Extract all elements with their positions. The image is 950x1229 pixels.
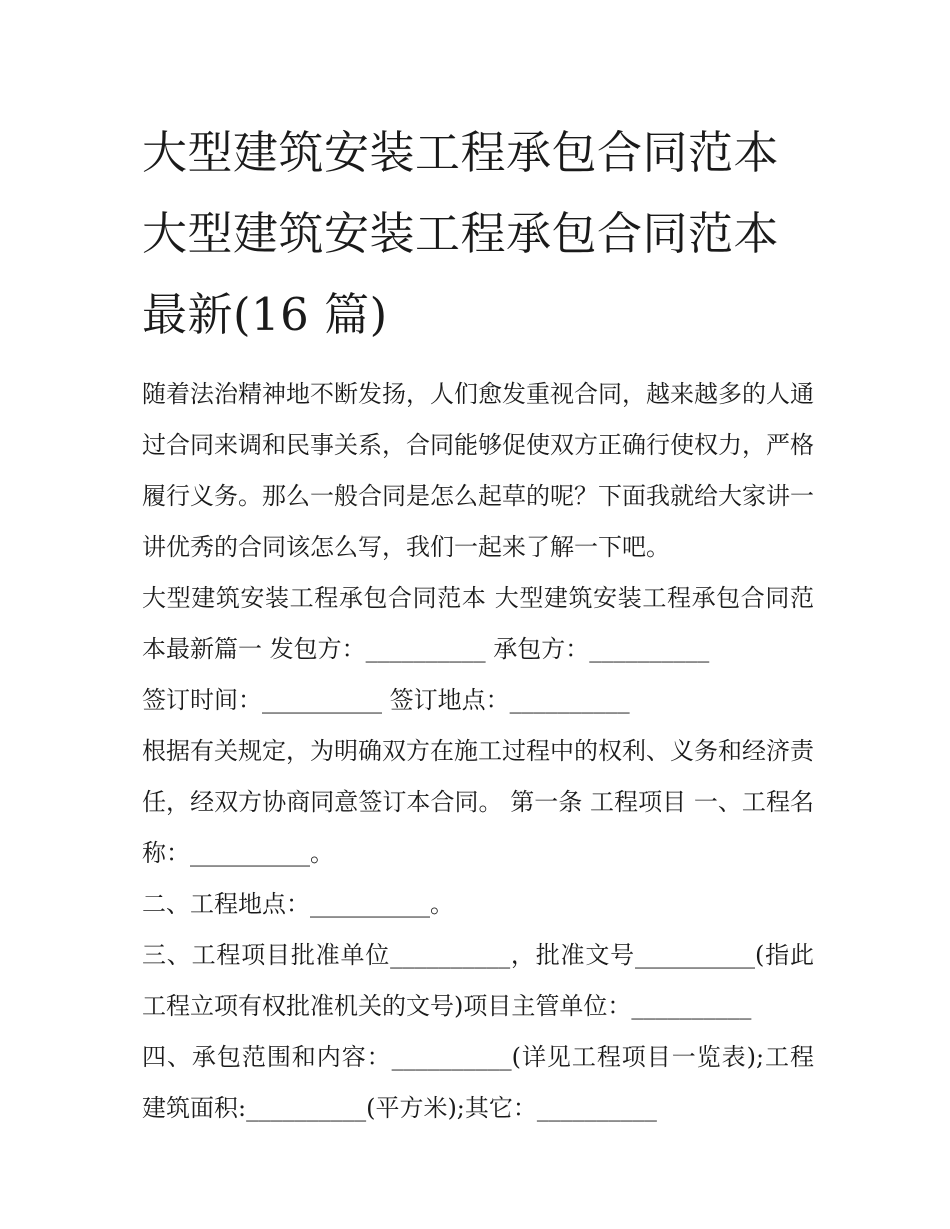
contract-parties-line: 大型建筑安装工程承包合同范本 大型建筑安装工程承包合同范本最新篇一 发包方：__________ 承包方：__________ — [142, 584, 814, 663]
approval-info-paragraph: 三、工程项目批准单位__________，批准文号__________(指此工程立项有权批准机关的文号)项目主管单位：__________ — [142, 941, 814, 1020]
scope-paragraph: 四、承包范围和内容：__________(详见工程项目一览表);工程建筑面积:__________(平方米);其它：__________ — [142, 1043, 814, 1122]
project-location-line: 二、工程地点：__________。 — [142, 890, 454, 918]
document-body — [142, 369, 814, 1134]
article-one-paragraph: 根据有关规定，为明确双方在施工过程中的权利、义务和经济责任，经双方协商同意签订本合同。 第一条 工程项目 一、工程名称：__________。 — [142, 737, 814, 867]
document-title: 大型建筑安装工程承包合同范本 大型建筑安装工程承包合同范本最新(16 篇) — [142, 126, 780, 341]
intro-paragraph: 随着法治精神地不断发扬，人们愈发重视合同，越来越多的人通过合同来调和民事关系，合同能够促使双方正确行使权力，严格履行义务。那么一般合同是怎么起草的呢？下面我就给大家讲一讲优秀的合同该怎么写，我们一起来了解一下吧。 — [142, 380, 814, 561]
signing-info-line: 签订时间：__________ 签订地点：__________ — [142, 686, 630, 714]
document-page — [142, 112, 814, 1134]
